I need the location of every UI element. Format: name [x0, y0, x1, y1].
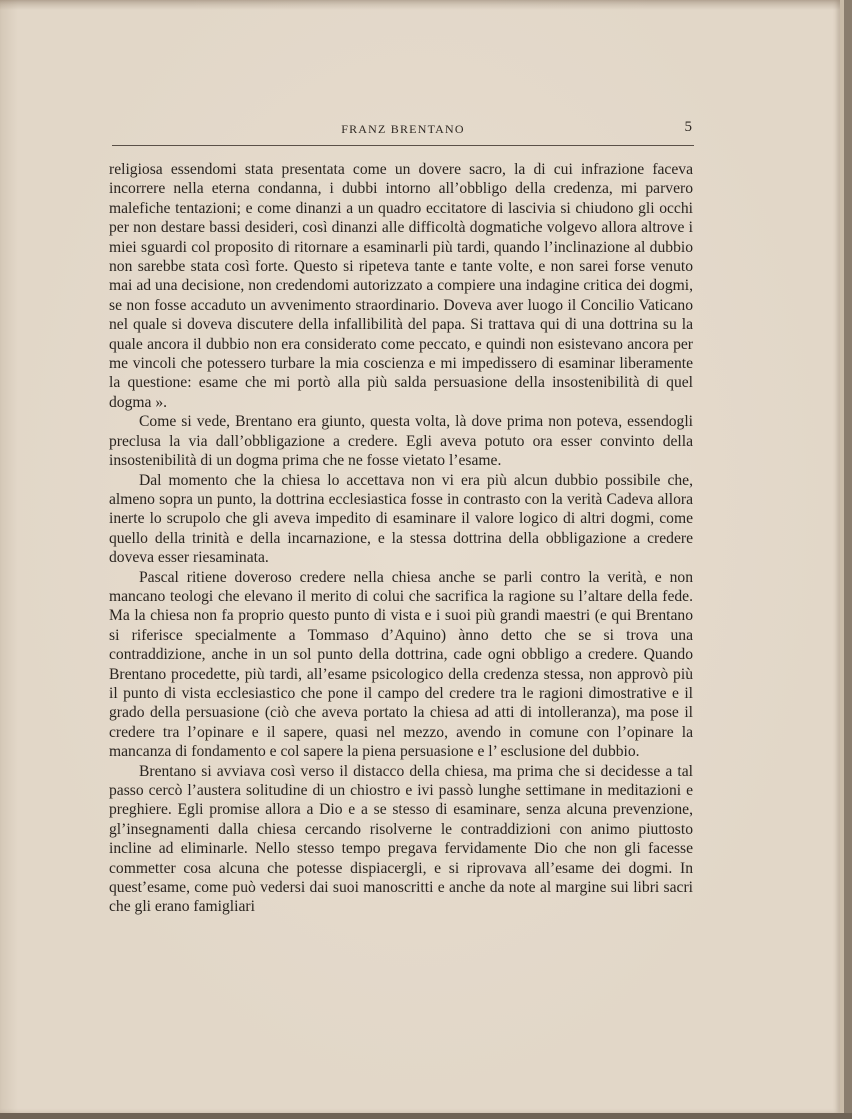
page-number: 5 — [684, 119, 692, 135]
running-head: FRANZ BRENTANO — [341, 122, 465, 136]
page-bottom-edge — [0, 1113, 852, 1119]
paragraph: Pascal ritiene doveroso credere nella chiesa anche se parli contro la verità, e non mancano teologi che elevano il merito di colui che sacrifica la ragione su l’altare della fede. Ma la chiesa non fa proprio questo punto di vista e i suoi più grandi maestri (e qui Brentano si riferisce specialmente a Tommaso d’Aquino) ànno detto che se si trova una contraddizione, anche in un sol punto della dottrina, cade ogni obbligo a credere. Quando Brentano procedette, più tardi, all’esame psicologico della credenza stessa, non approvò più il punto di vista ecclesiastico che pone il campo del credere tra le ragioni dimostrative e il grado della persuasione (ciò che aveva portato la chiesa ad atti di intolleranza), ma pose il credere tra l’opinare e il sapere, quasi nel mezzo, avendo in comune con l’opinare la mancanza di fondamento e col sapere la piena persuasione e l’ esclusione del dubbio. — [109, 568, 693, 761]
body-text — [109, 160, 693, 917]
page-header — [112, 119, 694, 146]
paragraph: Come si vede, Brentano era giunto, questa volta, là dove prima non poteva, essendogli preclusa la via dall’obbligazione a credere. Egli aveva potuto ora esser convinto della insostenibilità di un dogma prima che ne fosse vietato l’esame. — [109, 413, 693, 470]
paragraph: Dal momento che la chiesa lo accettava non vi era più alcun dubbio possibile che, almeno sopra un punto, la dottrina ecclesiastica fosse in contrasto con la verità Cadeva allora inerte lo scrupolo che gli aveva impedito di esaminare il valore logico di altri dogmi, come quello della trinità e della incarnazione, e la stessa dottrina della obbligazione a credere doveva esser riesaminata. — [109, 471, 693, 567]
paragraph: Brentano si avviava così verso il distacco della chiesa, ma prima che si decidesse a tal passo cercò l’austera solitudine di un chiostro e ivi passò lunghe settimane in meditazioni e preghiere. Egli promise allora a Dio e a se stesso di esaminare, senza alcuna prevenzione, gl’insegnamenti dalla chiesa cercando risolverne le contraddizioni con animo piuttosto incline ad eliminarle. Nello stesso tempo pregava fervidamente Dio che non gli facesse commetter cosa alcuna che potesse dispiacergli, e si riprovava all’esame dei dogmi. In quest’esame, come può vedersi dai suoi manoscritti e anche da note al margine sui libri sacri che gli erano famigliari — [109, 762, 693, 916]
paragraph: religiosa essendomi stata presentata come un dovere sacro, la di cui infrazione faceva incorrere nella eterna condanna, i dubbi intorno all’obbligo della credenza, mi parvero malefiche tentazioni; e come dinanzi a un quadro eccitatore di lascivia si chiudono gli occhi per non destare bassi desideri, così dinanzi alle difficoltà dogmatiche volgevo allora altrove i miei sguardi col proposito di ritornare a esaminarli più tardi, quando l’inclinazione al dubbio non sarebbe stata così forte. Questo si ripeteva tante e tante volte, e non sarei forse venuto mai ad una decisione, non credendomi autorizzato a compiere una indagine critica dei dogmi, se non fosse accaduto un avvenimento straordinario. Doveva aver luogo il Concilio Vaticano nel quale si doveva discutere della infallibilità del papa. Si trattava qui di una dottrina su la quale ancora il dubbio non era considerato come peccato, e quindi non esistevano ancora per me vincoli che potessero turbare la mia coscienza e mi impedissero di esaminar liberamente la questione: esame che mi portò alla più salda persuasione della insostenibilità di quel dogma ». — [109, 161, 693, 411]
